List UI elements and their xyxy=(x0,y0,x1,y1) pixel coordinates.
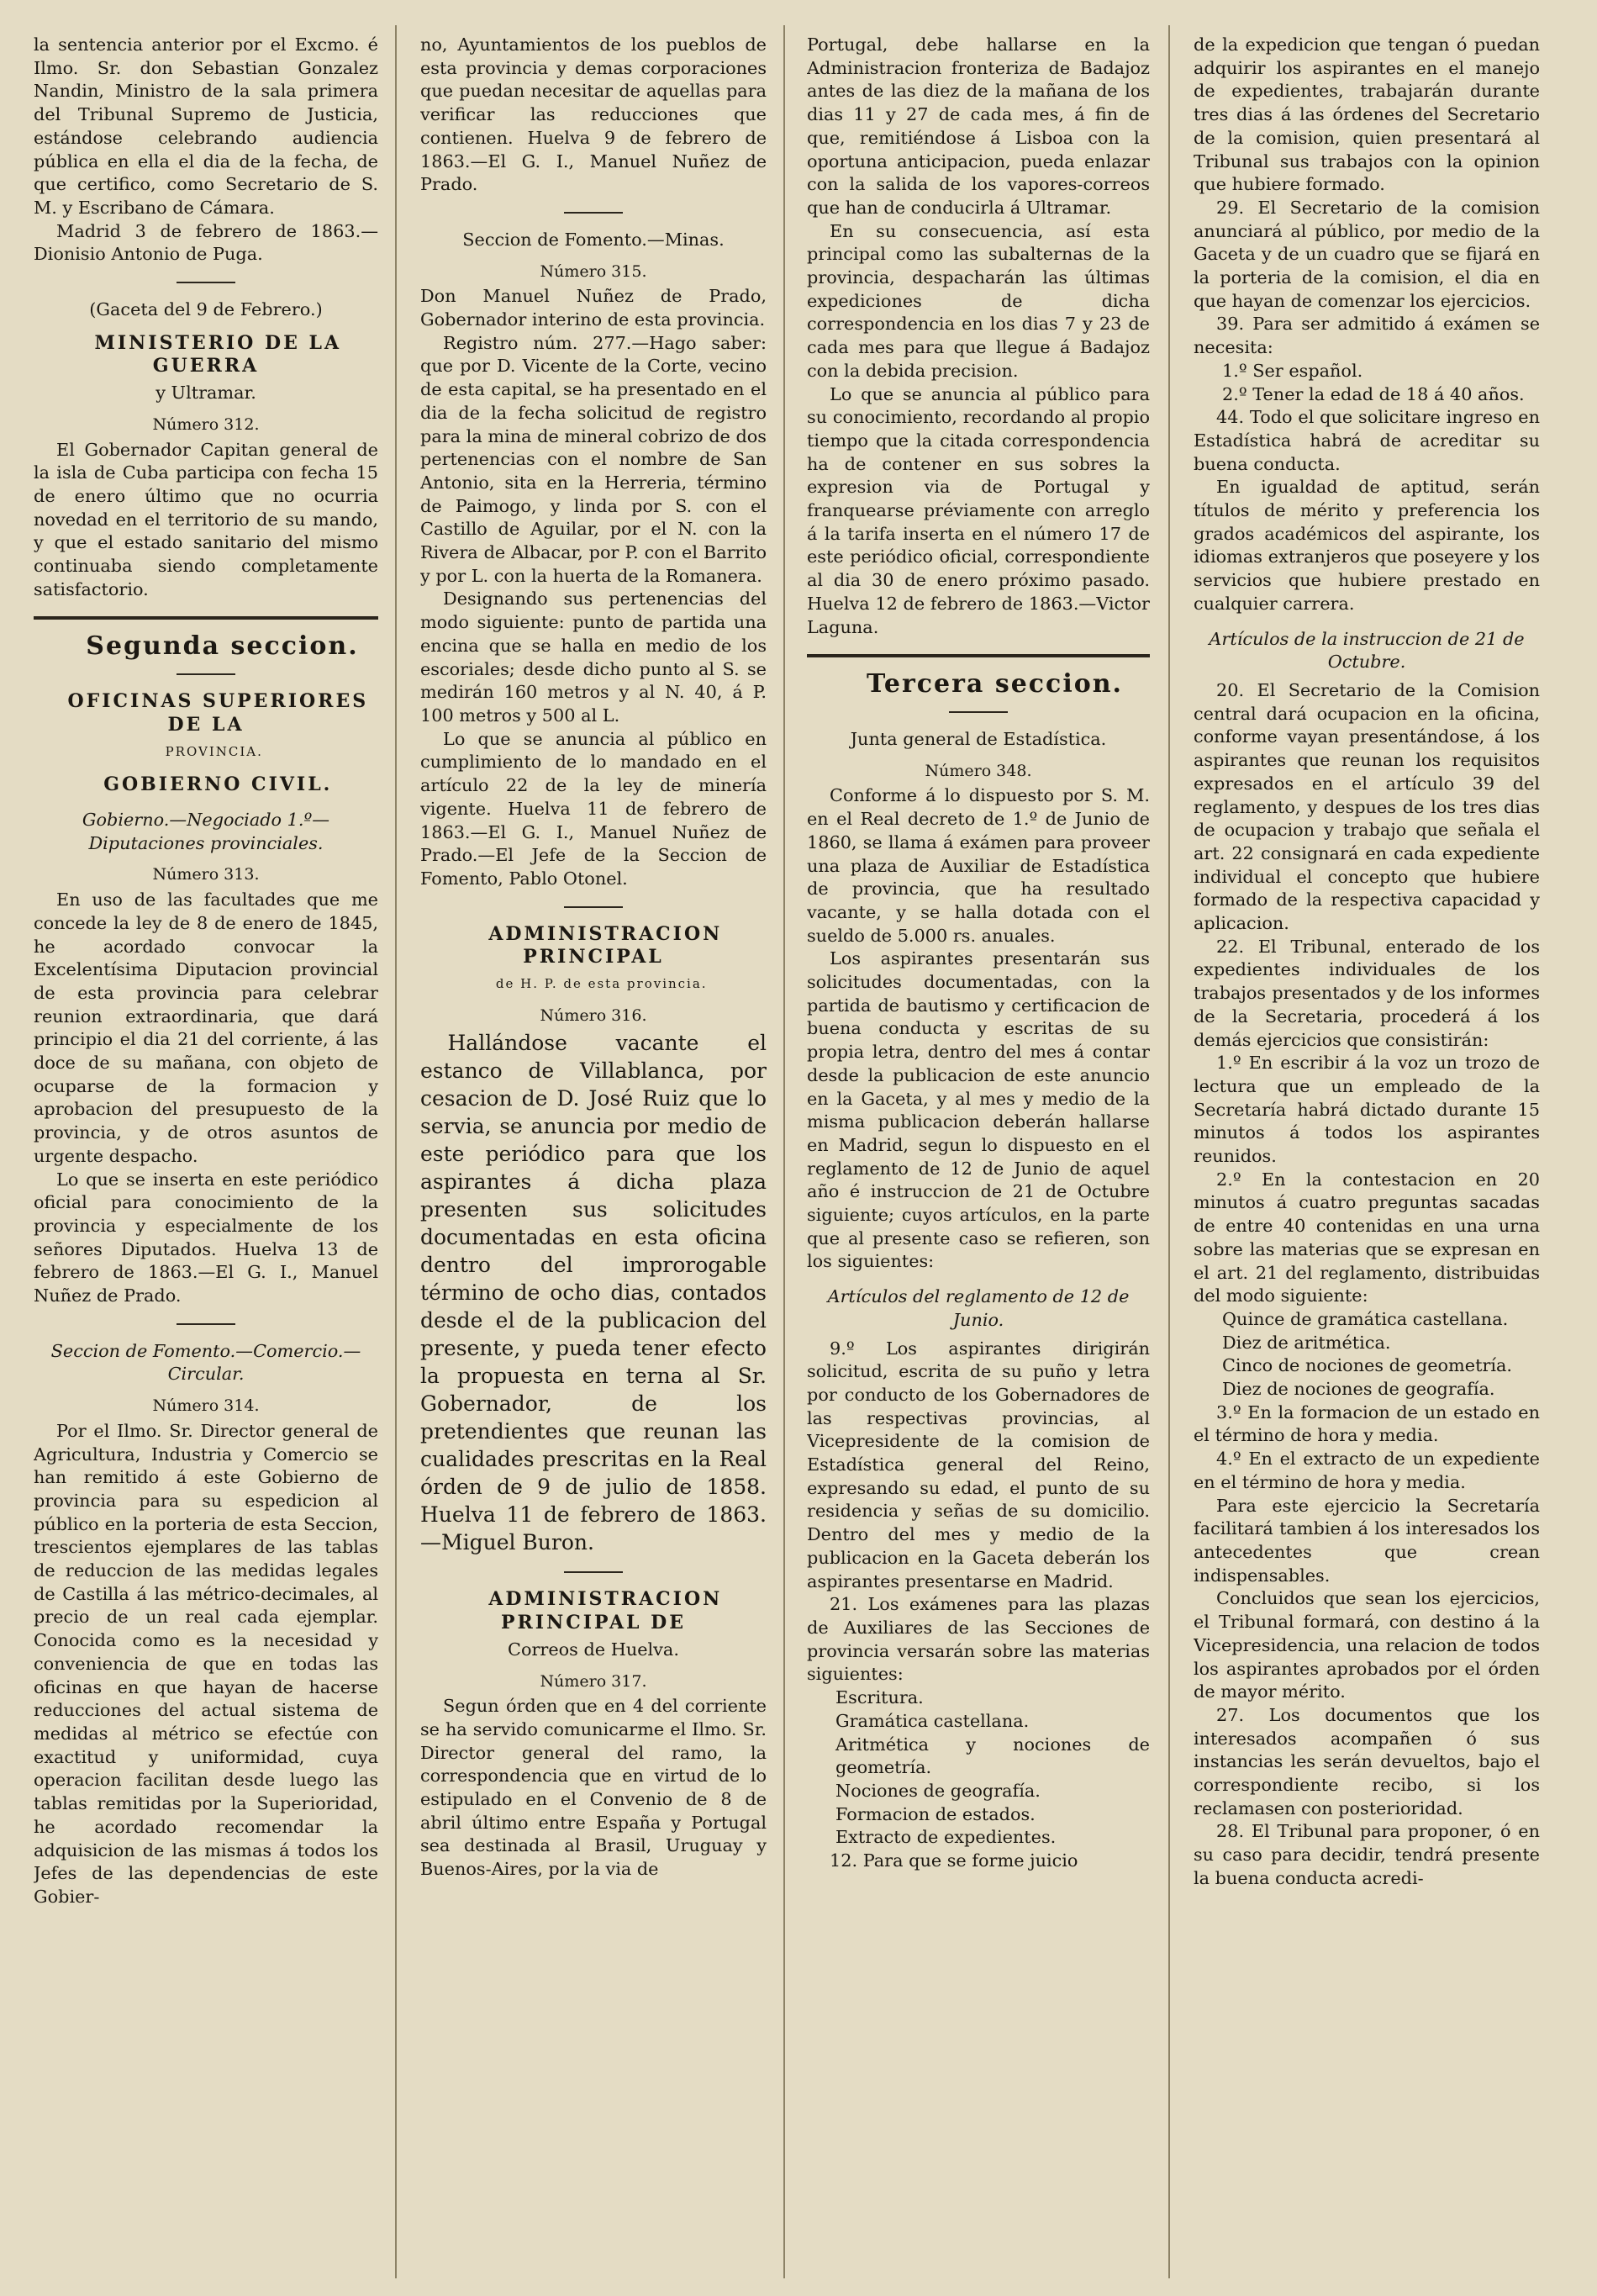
paragraph: En igualdad de aptitud, serán títulos de mérito y preferencia los grados académicos del aspirante, los idiomas extranjeros que poseyere y los servicios que hubiere prestado en cualquier carrera. xyxy=(1194,477,1540,614)
paragraph: 27. Los documentos que los interesados acompañen ó sus instancias les serán devueltos, bajo el correspondiente recibo, si los reclamasen con posterioridad. xyxy=(1194,1704,1540,1818)
section-title: Segunda seccion. xyxy=(86,631,359,662)
separator-rule xyxy=(564,212,623,214)
section-subheading: de H. P. de esta provincia. xyxy=(495,976,708,992)
list-item: Diez de aritmética. xyxy=(1222,1332,1391,1353)
list-item: Formacion de estados. xyxy=(835,1803,1036,1824)
list-item: 2.º Tener la edad de 18 á 40 años. xyxy=(1222,383,1525,404)
column-divider xyxy=(783,25,785,2278)
list-item: Escritura. xyxy=(835,1687,924,1708)
list-item: Cinco de nociones de geometría. xyxy=(1222,1355,1513,1376)
section-heading: ADMINISTRACION PRINCIPAL DE xyxy=(488,1588,723,1634)
centered-line: Junta general de Estadística. xyxy=(850,728,1107,749)
section-heading: OFICINAS SUPERIORES DE LA xyxy=(67,690,369,736)
notice-number: Número 348. xyxy=(925,761,1032,780)
notice-number: Número 312. xyxy=(152,414,260,434)
notice-number: Número 316. xyxy=(540,1005,647,1025)
notice-number: Número 317. xyxy=(540,1671,647,1691)
paragraph: Designando sus pertenencias del modo siguiente: punto de partida una encina que se halla en medio de los escoriales; desde dicho punto al S. se medirán 160 metros y al N. 40, á P. 100 metros y 500 al L. xyxy=(420,589,767,726)
separator-rule xyxy=(34,616,378,620)
paragraph: 4.º En el extracto de un expediente en el término de hora y media. xyxy=(1194,1449,1540,1492)
section-subheading: PROVINCIA. xyxy=(165,743,263,759)
list-item: Gramática castellana. xyxy=(835,1710,1030,1731)
section-heading: GOBIERNO CIVIL. xyxy=(103,773,333,796)
list-item: Quince de gramática castellana. xyxy=(1222,1308,1509,1329)
list-item: 1.º Ser español. xyxy=(1222,360,1363,381)
section-subheading: Gobierno.—Negociado 1.º—Diputaciones provinciales. xyxy=(82,809,330,853)
column-3 xyxy=(807,34,1150,2278)
paragraph: Madrid 3 de febrero de 1863.—Dionisio Antonio de Puga. xyxy=(34,220,378,265)
centered-line: Seccion de Fomento.—Minas. xyxy=(462,229,725,250)
paragraph: Para este ejercicio la Secretaría facilitará tambien á los interesados los antecedentes que crean indispensables. xyxy=(1194,1495,1540,1586)
column-4 xyxy=(1194,34,1540,2278)
section-subheading: Seccion de Fomento.—Comercio.—Circular. xyxy=(50,1340,361,1385)
paragraph: 1.º En escribir á la voz un trozo de lectura que un empleado de la Secretaría habrá dictado durante 15 minutos á todos los aspirantes reunidos. xyxy=(1194,1053,1540,1167)
notice-paragraph: Hallándose vacante el estanco de Villablanca, por cesacion de D. José Ruiz que lo servia, se anuncia por medio de este periódico para que los aspirantes á dicha plaza presenten sus solicitudes documentadas en esta oficina dentro del improrogable término de ocho dias, contados desde el de la publicacion del presente, y pueda tener efecto la propuesta en terna al Sr. Gobernador, de los pretendientes que reunan las cualidades prescritas en la Real órden de 9 de julio de 1858. Huelva 11 de febrero de 1863. —Miguel Buron. xyxy=(420,1031,767,1555)
section-subheading: Artículos de la instruccion de 21 de Octubre. xyxy=(1209,628,1525,673)
paragraph: En uso de las facultades que me concede la ley de 8 de enero de 1845, he acordado convocar la Excelentísima Diputacion provincial de esta provincia para celebrar reunion extraordinaria, que dará principio el dia 21 del corriente, á las doce de su mañana, con objeto de ocuparse de la formacion y aprobacion del presupuesto de la provincia, y de otros asuntos de urgente despacho. xyxy=(34,889,378,1166)
paragraph: El Gobernador Capitan general de la isla de Cuba participa con fecha 15 de enero último que no ocurria novedad en el territorio de su mando, y que el estado sanitario del mismo continuaba siendo completamente satisfactorio. xyxy=(34,439,378,599)
centered-line: y Ultramar. xyxy=(155,383,256,404)
section-heading: MINISTERIO DE LA GUERRA xyxy=(94,331,342,377)
list-item: Diez de nociones de geografía. xyxy=(1222,1379,1495,1400)
paragraph: 39. Para ser admitido á exámen se necesita: xyxy=(1194,314,1540,358)
paragraph: Concluidos que sean los ejercicios, el Tribunal formará, con destino á la Vicepresidencia, una relacion de todos los aspirantes aprobados por el órden de mayor mérito. xyxy=(1194,1588,1540,1702)
paragraph: 12. Para que se forme juicio xyxy=(830,1850,1078,1871)
notice-number: Número 313. xyxy=(152,865,260,884)
paragraph: 9.º Los aspirantes dirigirán solicitud, escrita de su puño y letra por conducto de los Gobernadores de las respectivas provincias, al Vicepresidente de la comision de Estadística general del Reino, expresando su edad, el punto de su residencia y señas de su domicilio. Dentro del mes y medio de la publicacion en la Gaceta deberán los aspirantes presentarse en Madrid. xyxy=(807,1338,1150,1591)
paragraph: Segun órden que en 4 del corriente se ha servido comunicarme el Ilmo. Sr. Director general del ramo, la correspondencia que en virtud de lo estipulado en el Convenio de 8 de abril último entre España y Portugal sea destinada al Brasil, Uruguay y Buenos-Aires, por la via de xyxy=(420,1696,767,1880)
paragraph: Lo que se anuncia al público en cumplimiento de lo mandado en el artículo 22 de la ley de minería vigente. Huelva 11 de febrero de 1863.—El G. I., Manuel Nuñez de Prado.—El Jefe de la Seccion de Fomento, Pablo Otonel. xyxy=(420,728,767,889)
column-divider xyxy=(395,25,397,2278)
paragraph: la sentencia anterior por el Excmo. é Ilmo. Sr. don Sebastian Gonzalez Nandin, Ministro de la sala primera del Tribunal Supremo de Justicia, estándose celebrando audiencia pública en ella el dia de la fecha, de que certifico, como Secretario de S. M. y Escribano de Cámara. xyxy=(34,34,378,218)
centered-line: (Gaceta del 9 de Febrero.) xyxy=(89,299,323,320)
paragraph: En su consecuencia, así esta principal como las subalternas de la provincia, despacharán las últimas expediciones de dicha correspondencia en los dias 7 y 23 de cada mes para que llegue á Badajoz con la debida precision. xyxy=(807,220,1150,381)
paragraph: 20. El Secretario de la Comision central dará ocupacion en la oficina, conforme vayan presentándose, á los aspirantes que reunan los requisitos expresados en el artículo 39 del reglamento, y despues de los tres dias de ocupacion y trabajo que señala el art. 22 consignará en cada expediente individual el concepto que hubiere formado de la respectiva capacidad y aplicacion. xyxy=(1194,679,1540,934)
notice-number: Número 314. xyxy=(152,1396,260,1416)
centered-line: Correos de Huelva. xyxy=(508,1639,679,1660)
paragraph: 44. Todo el que solicitare ingreso en Estadística habrá de acreditar su buena conducta. xyxy=(1194,407,1540,474)
column-divider xyxy=(1168,25,1170,2278)
paragraph: Lo que se anuncia al público para su conocimiento, recordando al propio tiempo que la citada correspondencia ha de contener en sus sobres la expresion via de Portugal y franquearse préviamente con arreglo á la tarifa inserta en el número 17 de este periódico oficial, correspondiente al dia 30 de enero próximo pasado. Huelva 12 de febrero de 1863.—Victor Laguna. xyxy=(807,383,1150,637)
notice-number: Número 315. xyxy=(540,261,647,281)
separator-rule xyxy=(564,1571,623,1573)
list-item: Nociones de geografía. xyxy=(835,1780,1041,1801)
paragraph: 3.º En la formacion de un estado en el término de hora y media. xyxy=(1194,1401,1540,1446)
paragraph: 21. Los exámenes para las plazas de Auxiliares de las Secciones de provincia versarán sobre las materias siguientes: xyxy=(807,1594,1150,1685)
paragraph: Por el Ilmo. Sr. Director general de Agricultura, Industria y Comercio se han remitido á este Gobierno de provincia para su espedicion al público en la porteria de esta Seccion, trescientos ejemplares de las tablas de reduccion de las medidas legales de Castilla á las métrico-decimales, al precio de un real cada ejemplar. Conocida como es la necesidad y conveniencia de que en todas las oficinas en que hayan de hacerse reducciones del actual sistema de medidas al métrico se efectúe con exactitud y uniformidad, cuya operacion facilitan desde luego las tablas remitidas por la Superioridad, he acordado recomendar la adquisicion de las mismas á todos los Jefes de las dependencias de este Gobier- xyxy=(34,1420,378,1907)
paragraph: Don Manuel Nuñez de Prado, Gobernador interino de esta provincia. xyxy=(420,286,767,330)
paragraph: Registro núm. 277.—Hago saber: que por D. Vicente de la Corte, vecino de esta capital, se ha presentado en el dia de la fecha solicitud de registro para la mina de mineral cobrizo de dos pertenencias con el nombre de San Antonio, sita en la Herreria, término de Paimogo, y linda por S. con el Castillo de Aguilar, por el N. con la Rivera de Albacar, por P. con el Barrito y por L. con la huerta de la Romanera. xyxy=(420,332,767,586)
separator-rule xyxy=(177,282,235,283)
separator-rule xyxy=(564,906,623,908)
paragraph: 2.º En la contestacion en 20 minutos á cuatro preguntas sacadas de entre 40 contenidas en una urna sobre las materias que se expresan en el art. 21 del reglamento, distribuidas del modo siguiente: xyxy=(1194,1169,1540,1306)
paragraph: de la expedicion que tengan ó puedan adquirir los aspirantes en el manejo de expedientes, trabajarán durante tres dias á las órdenes del Secretario de la comision, quien presentará al Tribunal sus trabajos con la opinion que hubiere formado. xyxy=(1194,34,1540,195)
separator-rule xyxy=(177,673,235,675)
paragraph: Portugal, debe hallarse en la Administracion fronteriza de Badajoz antes de las diez de la mañana de los dias 11 y 27 de cada mes, á fin de que, remitiéndose á Lisboa con la oportuna anticipacion, pueda enlazar con la salida de los vapores-correos que han de conducirla á Ultramar. xyxy=(807,34,1150,218)
paragraph: Lo que se inserta en este periódico oficial para conocimiento de la provincia y especialmente de los señores Diputados. Huelva 13 de febrero de 1863.—El G. I., Manuel Nuñez de Prado. xyxy=(34,1169,378,1306)
paragraph: no, Ayuntamientos de los pueblos de esta provincia y demas corporaciones que puedan necesitar de aquellas para verificar las reducciones que contienen. Huelva 9 de febrero de 1863.—El G. I., Manuel Nuñez de Prado. xyxy=(420,34,767,195)
section-heading: ADMINISTRACION PRINCIPAL xyxy=(488,922,723,969)
separator-rule xyxy=(807,654,1150,657)
paragraph: 22. El Tribunal, enterado de los expedientes individuales de los trabajos presentados y de los informes de la Secretaria, procederá á los demás ejercicios que consistirán: xyxy=(1194,936,1540,1050)
column-2 xyxy=(420,34,767,2278)
list-item: Aritmética y nociones de geometría. xyxy=(835,1734,1150,1778)
separator-rule xyxy=(949,711,1008,713)
paragraph: Los aspirantes presentarán sus solicitudes documentadas, con la partida de bautismo y certificacion de buena conducta y escritas de su propia letra, dentro del mes á contar desde la publicacion de este anuncio en la Gaceta, y al mes y medio de la misma publicacion deberán hallarse en Madrid, segun lo dispuesto en el reglamento de 12 de Junio de aquel año é instruccion de 21 de Octubre siguiente; cuyos artículos, en la parte que al presente caso se refieren, son los siguientes: xyxy=(807,948,1150,1272)
paragraph: 28. El Tribunal para proponer, ó en su caso para decidir, tendrá presente la buena conducta acredi- xyxy=(1194,1821,1540,1888)
list-item: Extracto de expedientes. xyxy=(835,1827,1057,1848)
section-title: Tercera seccion. xyxy=(867,669,1123,699)
column-1 xyxy=(34,34,378,2278)
section-subheading: Artículos del reglamento de 12 de Junio. xyxy=(827,1286,1130,1330)
paragraph: Conforme á lo dispuesto por S. M. en el Real decreto de 1.º de Junio de 1860, se llama á exámen para proveer una plaza de Auxiliar de Estadística de provincia, que ha resultado vacante, y se halla dotada con el sueldo de 5.000 rs. anuales. xyxy=(807,785,1150,946)
separator-rule xyxy=(177,1323,235,1325)
paragraph: 29. El Secretario de la comision anunciará al público, por medio de la Gaceta y de un cuadro que se fijará en la porteria de la comision, el dia en que hayan de comenzar los ejercicios. xyxy=(1194,197,1540,311)
